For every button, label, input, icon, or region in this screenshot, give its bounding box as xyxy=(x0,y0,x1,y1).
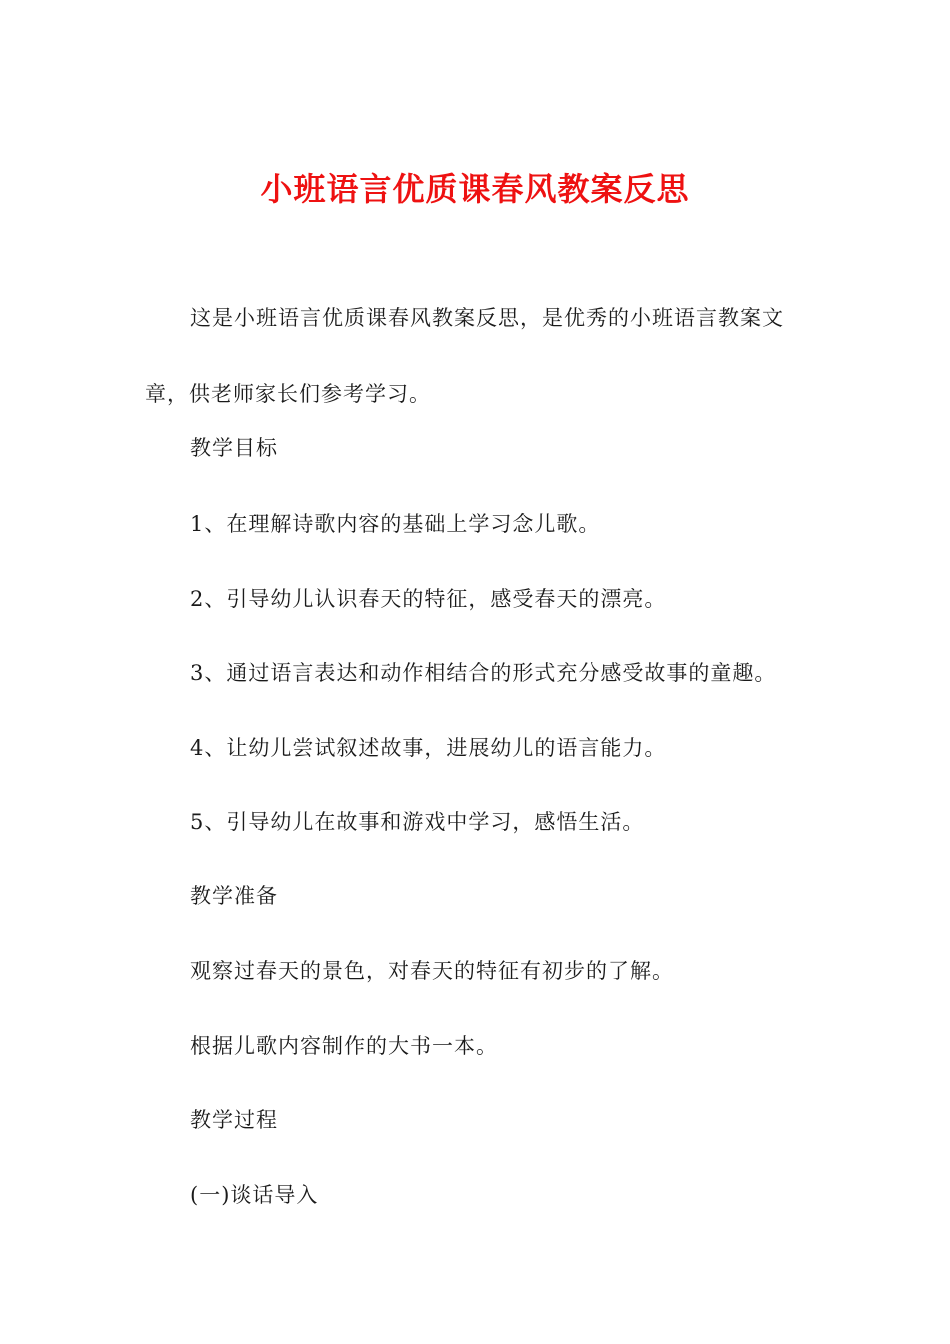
goal-item-3: 3、通过语言表达和动作相结合的形式充分感受故事的童趣。 xyxy=(190,661,777,685)
preparation-item-1: 观察过春天的景色，对春天的特征有初步的了解。 xyxy=(190,959,674,983)
heading-teaching-preparation: 教学准备 xyxy=(190,884,278,908)
goal-item-5: 5、引导幼儿在故事和游戏中学习，感悟生活。 xyxy=(190,810,645,834)
heading-teaching-goals: 教学目标 xyxy=(190,436,278,460)
goal-item-2: 2、引导幼儿认识春天的特征，感受春天的漂亮。 xyxy=(190,587,667,611)
goal-item-1: 1、在理解诗歌内容的基础上学习念儿歌。 xyxy=(190,512,601,536)
goal-item-4: 4、让幼儿尝试叙述故事，进展幼儿的语言能力。 xyxy=(190,736,667,760)
heading-teaching-process: 教学过程 xyxy=(190,1108,278,1132)
preparation-item-2: 根据儿歌内容制作的大书一本。 xyxy=(190,1034,498,1058)
process-step-1: (一)谈话导入 xyxy=(190,1183,319,1207)
document-title: 小班语言优质课春风教案反思 xyxy=(260,170,690,209)
intro-paragraph: 这是小班语言优质课春风教案反思，是优秀的小班语言教案文章，供老师家长们参考学习。 xyxy=(145,306,784,406)
